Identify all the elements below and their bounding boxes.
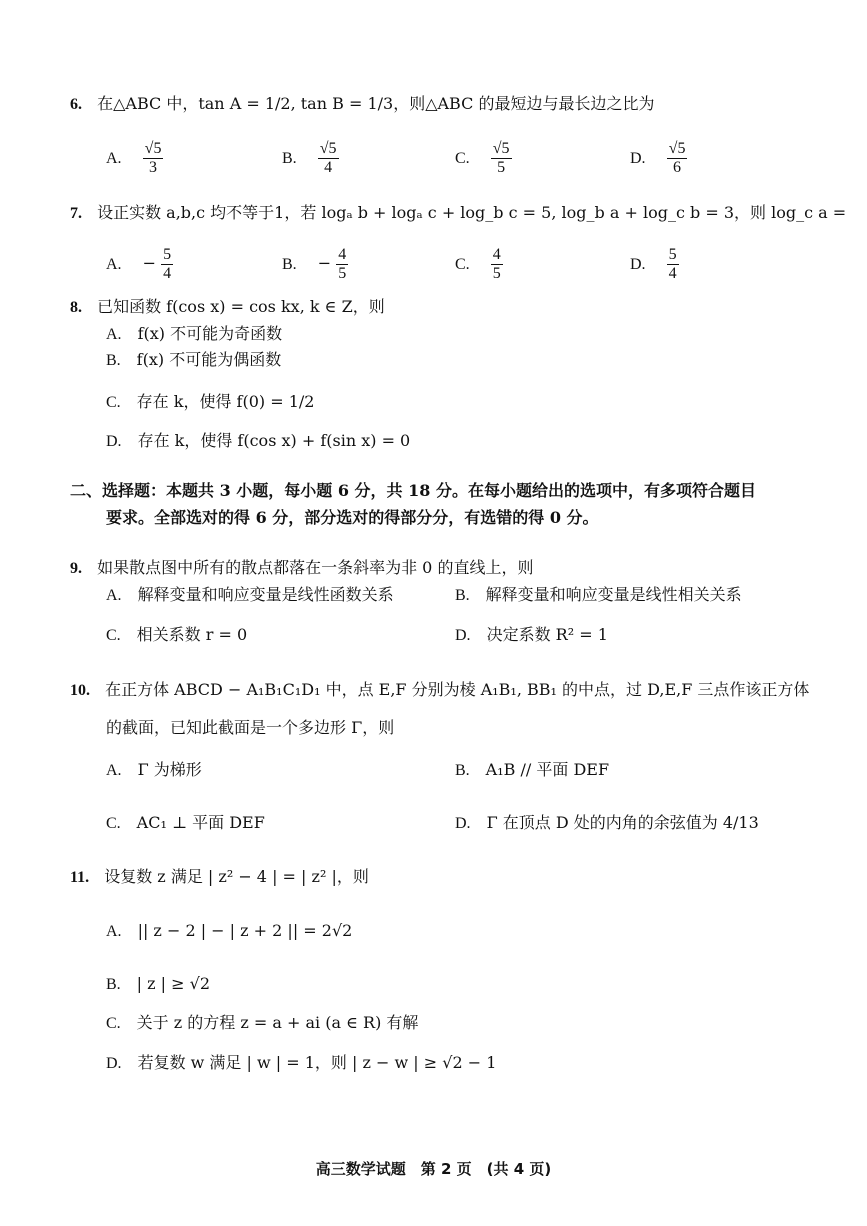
option-9c	[106, 625, 247, 645]
option-10c	[106, 813, 265, 833]
option-label: B.	[106, 976, 121, 993]
option-label: B.	[282, 149, 297, 167]
fraction	[667, 246, 679, 282]
question-8	[70, 297, 385, 317]
option-7b	[282, 246, 348, 282]
fraction	[318, 140, 339, 176]
option-text: AC₁ ⊥ 平面 DEF	[136, 813, 265, 832]
fraction-denominator: 3	[149, 158, 158, 176]
fraction-denominator: 5	[338, 264, 347, 282]
fraction-denominator: 5	[492, 264, 501, 282]
section-2-instructions-line2: 要求。全部选对的得 6 分，部分选对的得部分分，有选错的得 0 分。	[106, 508, 599, 527]
fraction-denominator: 4	[668, 264, 677, 282]
option-7c	[455, 246, 503, 282]
option-10b	[455, 760, 609, 780]
fraction-denominator: 6	[673, 158, 682, 176]
question-number: 11.	[70, 869, 90, 886]
option-label: C.	[106, 815, 121, 832]
question-number: 9.	[70, 560, 82, 577]
option-label: D.	[106, 433, 122, 450]
option-11b	[106, 974, 210, 994]
option-10a	[106, 760, 202, 780]
fraction-numerator: 4	[338, 246, 347, 263]
option-text: | z | ≥ √2	[136, 974, 211, 993]
option-text: 相关系数 r = 0	[136, 625, 248, 644]
option-7d	[630, 246, 679, 282]
option-text: 解释变量和响应变量是线性函数关系	[137, 585, 394, 604]
option-label: B.	[455, 587, 470, 604]
fraction-numerator: 5	[163, 246, 172, 263]
question-text-line1: 在正方体 ABCD − A₁B₁C₁D₁ 中，点 E,F 分别为棱 A₁B₁, BB₁ 的中点，过 D,E,F 三点作该正方体	[105, 680, 810, 699]
option-label: A.	[106, 762, 122, 779]
fraction-numerator: √5	[668, 140, 686, 157]
option-label: C.	[455, 149, 470, 167]
fraction-numerator: √5	[492, 140, 510, 157]
option-8b	[106, 350, 281, 370]
option-11d	[106, 1053, 496, 1073]
option-11c	[106, 1013, 418, 1033]
option-9d	[455, 625, 608, 645]
fraction-numerator: 5	[668, 246, 677, 263]
question-text: 设正实数 a,b,c 均不等于1，若 logₐ b + logₐ c + log_b c = 5, log_b a + log_c b = 3，则 log_c a =	[97, 203, 847, 222]
question-number: 7.	[70, 205, 82, 222]
option-8d	[106, 431, 410, 451]
option-text: 关于 z 的方程 z = a + ai (a ∈ R) 有解	[136, 1013, 419, 1032]
option-label: D.	[630, 149, 646, 167]
option-label: B.	[106, 352, 121, 369]
question-text: 如果散点图中所有的散点都落在一条斜率为非 0 的直线上，则	[97, 558, 534, 577]
option-label: D.	[455, 815, 471, 832]
option-text: 若复数 w 满足 | w | = 1，则 | z − w | ≥ √2 − 1	[137, 1053, 497, 1072]
option-text: f(x) 不可能为奇函数	[137, 324, 283, 343]
question-text: 设复数 z 满足 | z² − 4 | = | z² |，则	[104, 867, 369, 886]
question-10	[70, 680, 809, 700]
option-text: A₁B // 平面 DEF	[485, 760, 610, 779]
question-10-line2: 的截面，已知此截面是一个多边形 Γ，则	[106, 718, 395, 737]
option-label: D.	[630, 255, 646, 273]
question-9	[70, 558, 533, 578]
question-number: 10.	[70, 682, 90, 699]
option-9a	[106, 585, 394, 605]
option-text: Γ 在顶点 D 处的内角的余弦值为 4/13	[486, 813, 759, 832]
option-label: B.	[282, 255, 297, 273]
question-text: 在△ABC 中，tan A = 1/2, tan B = 1/3，则△ABC 的最短边与最长边之比为	[97, 94, 655, 113]
fraction	[491, 140, 512, 176]
question-text: 已知函数 f(cos x) = cos kx, k ∈ Z，则	[97, 297, 385, 316]
option-label: A.	[106, 149, 122, 167]
option-text: 存在 k，使得 f(cos x) + f(sin x) = 0	[137, 431, 411, 450]
option-label: C.	[106, 627, 121, 644]
question-number: 8.	[70, 299, 82, 316]
question-6	[70, 94, 654, 114]
fraction	[667, 140, 688, 176]
option-8a	[106, 324, 282, 344]
option-text: || z − 2 | − | z + 2 || = 2√2	[137, 921, 353, 940]
question-11	[70, 867, 369, 887]
option-7a	[106, 246, 173, 282]
option-text: 存在 k，使得 f(0) = 1/2	[136, 392, 315, 411]
option-label: A.	[106, 326, 122, 343]
option-9b	[455, 585, 742, 605]
option-text: Γ 为梯形	[137, 760, 202, 779]
fraction-numerator: √5	[319, 140, 337, 157]
sign: −	[142, 253, 157, 273]
option-8c	[106, 392, 314, 412]
option-label: D.	[455, 627, 471, 644]
option-text: f(x) 不可能为偶函数	[136, 350, 282, 369]
option-6c	[455, 140, 512, 176]
option-label: C.	[106, 1015, 121, 1032]
fraction	[161, 246, 173, 282]
option-10d	[455, 813, 759, 833]
option-6a	[106, 140, 163, 176]
fraction-numerator: 4	[492, 246, 501, 263]
fraction	[491, 246, 503, 282]
option-6d	[630, 140, 687, 176]
option-11a	[106, 921, 352, 941]
option-label: A.	[106, 587, 122, 604]
option-label: D.	[106, 1055, 122, 1072]
option-text: 决定系数 R² = 1	[486, 625, 608, 644]
section-2-instructions-line1: 二、选择题：本题共 3 小题，每小题 6 分，共 18 分。在每小题给出的选项中，有多项符合题目	[70, 481, 756, 500]
option-label: C.	[106, 394, 121, 411]
fraction	[336, 246, 348, 282]
question-7	[70, 203, 846, 223]
fraction-denominator: 5	[497, 158, 506, 176]
option-label: B.	[455, 762, 470, 779]
fraction-numerator: √5	[144, 140, 162, 157]
sign: −	[317, 253, 332, 273]
question-number: 6.	[70, 96, 82, 113]
option-label: A.	[106, 923, 122, 940]
fraction	[143, 140, 164, 176]
option-label: A.	[106, 255, 122, 273]
page-footer: 高三数学试题 第 2 页 (共 4 页)	[315, 1160, 552, 1178]
option-text: 解释变量和响应变量是线性相关关系	[485, 585, 742, 604]
option-label: C.	[455, 255, 470, 273]
option-6b	[282, 140, 339, 176]
fraction-denominator: 4	[324, 158, 333, 176]
fraction-denominator: 4	[163, 264, 172, 282]
